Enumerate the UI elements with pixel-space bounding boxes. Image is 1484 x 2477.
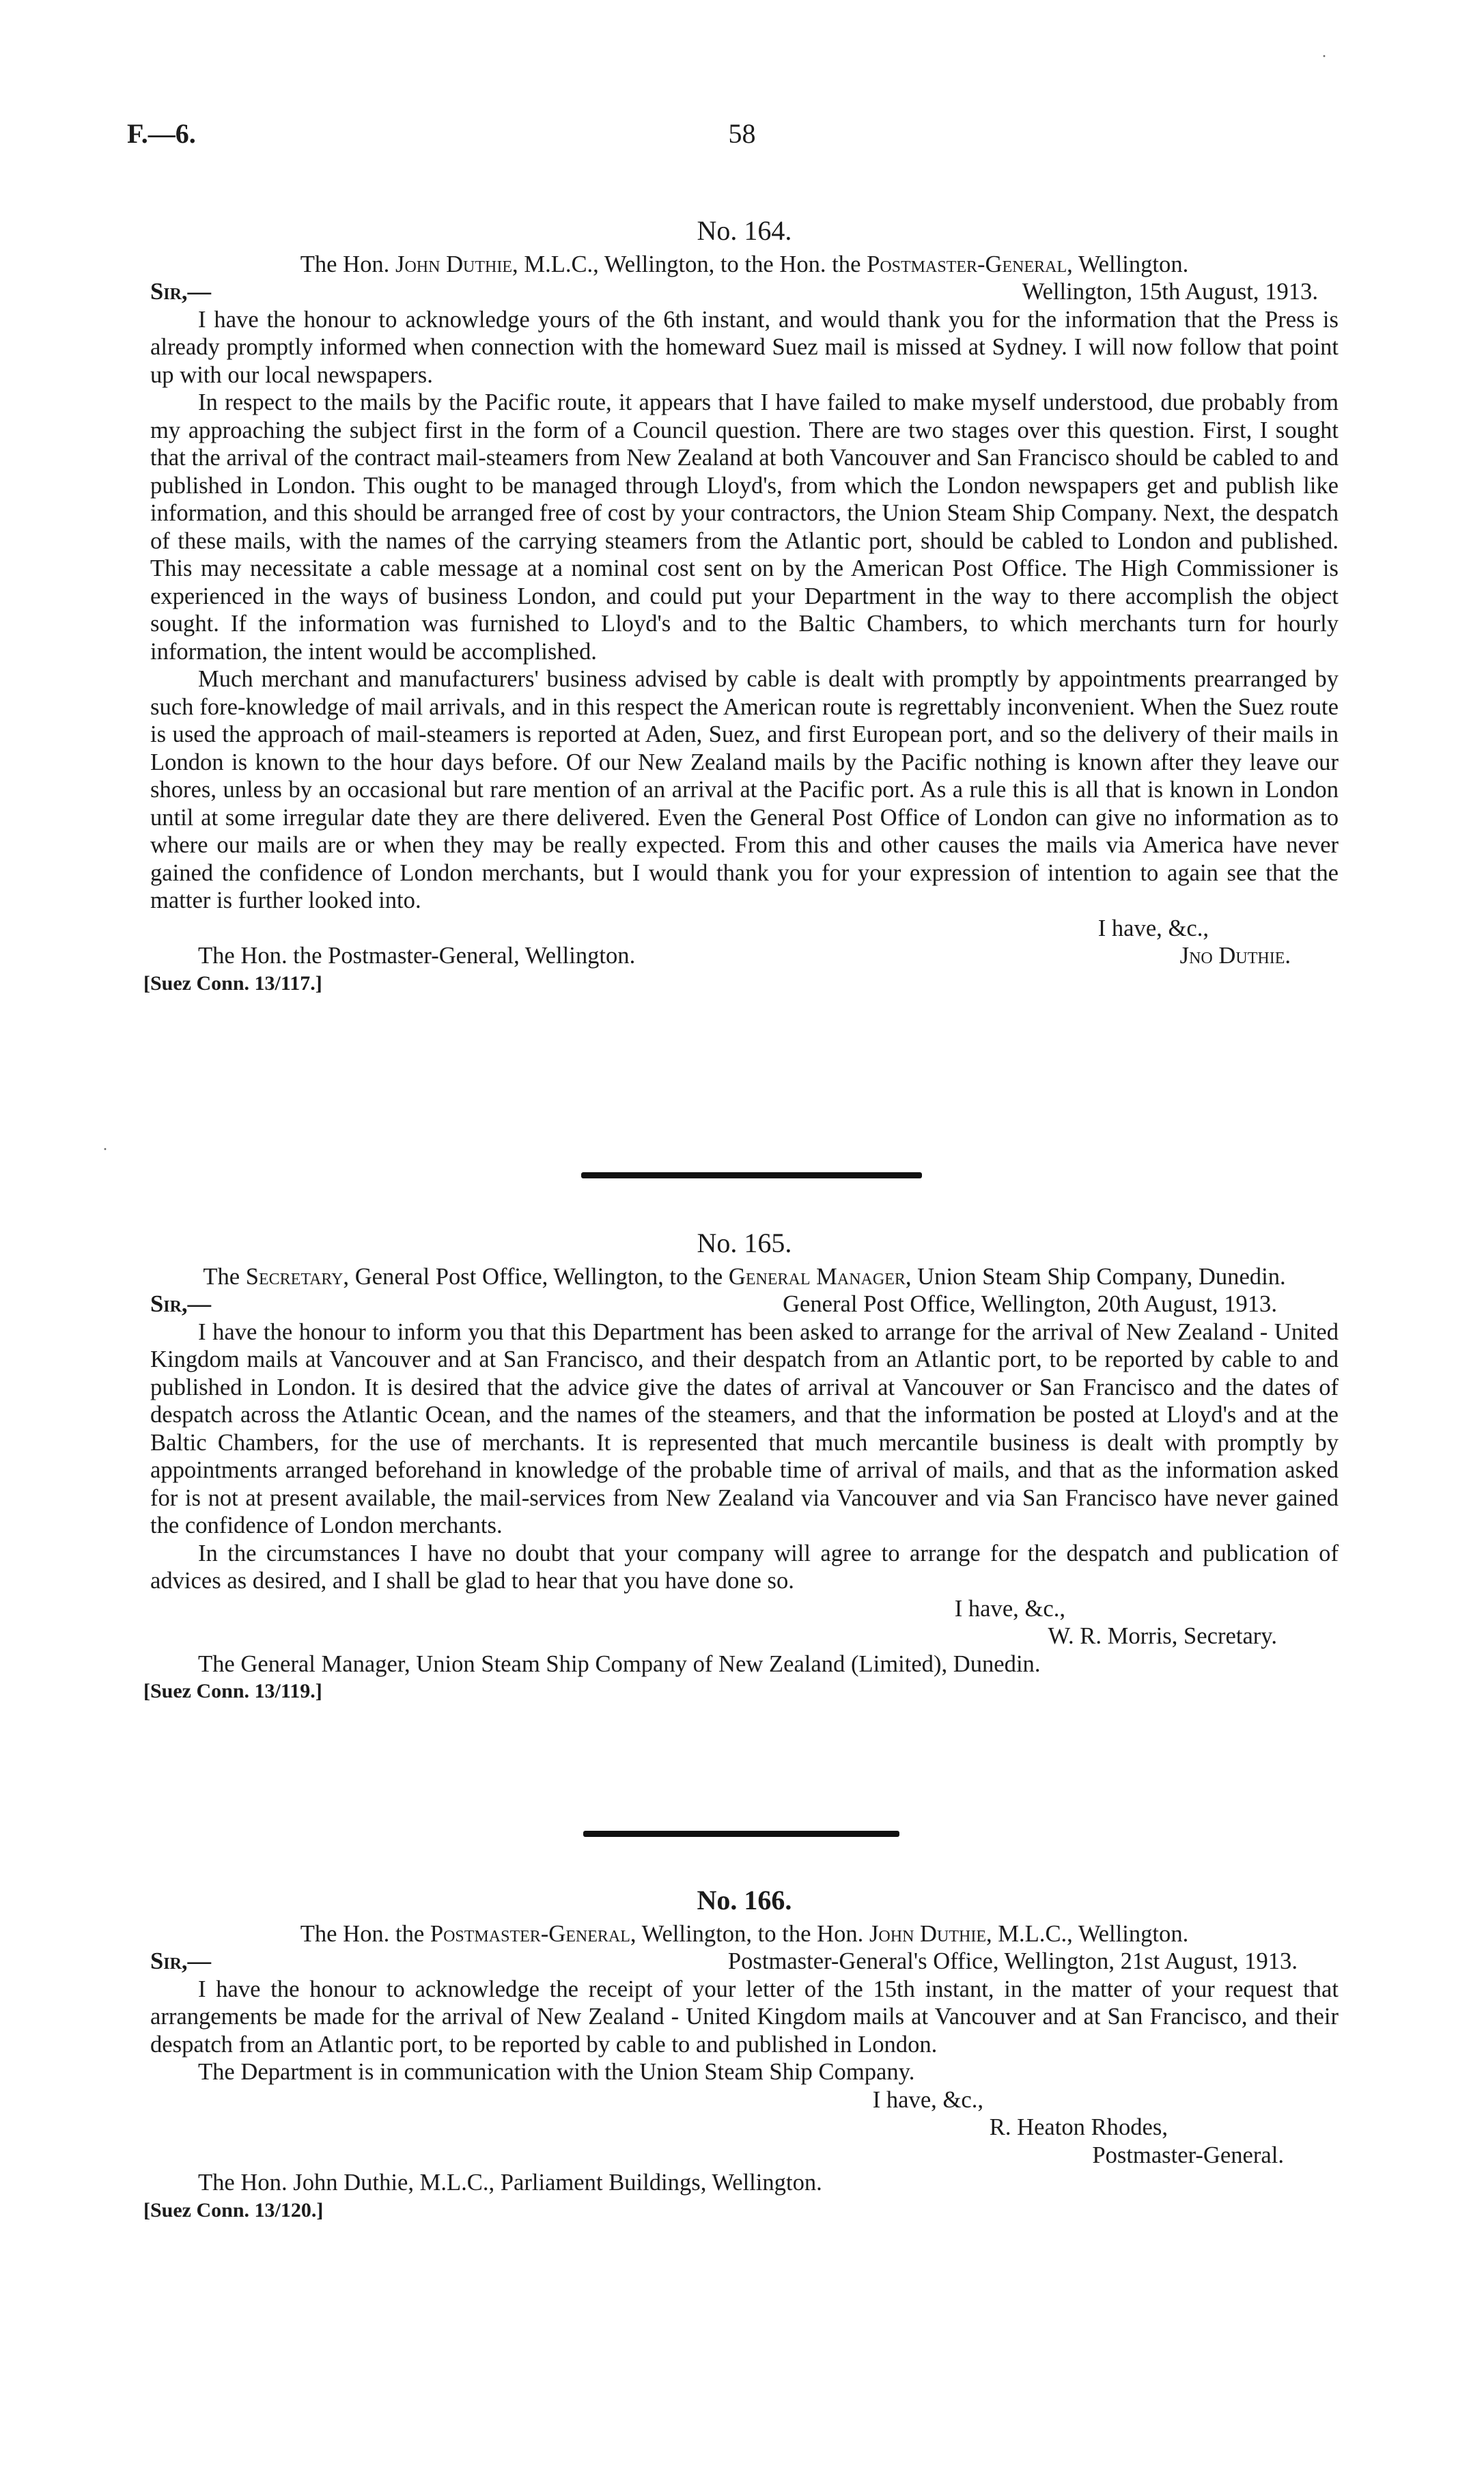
scan-speck: · <box>102 1141 108 1159</box>
section-divider <box>581 1172 922 1178</box>
letter-164 <box>143 215 1339 997</box>
paragraph: In respect to the mails by the Pacific route, it appears that I have failed to make myself understood, due probably from my approaching the subject first in the form of a Council question. There are two stages over this question. First, I sought that the arrival of the contract mail-steamers from New Zealand at both Vancouver and San Francisco should be cabled to and published in London. This ought to be managed through Lloyd's, from which the London newspapers get and publish like information, and this should be arranged free of cost by your contractors, the Union Steam Ship Company. Next, the despatch of these mails, with the names of the carrying steamers from the Atlantic port, should be cabled to London and published. This may necessitate a cable message at a nominal cost sent on by the American Post Office. The High Commissioner is experienced in the ways of business London, and could put your Department in the way to there accomplish the object sought. If the information was furnished to Lloyd's and to the Baltic Chambers, to which merchants turn for hourly information, the intent would be accomplished. <box>150 389 1339 665</box>
recipient: The Hon. the Postmaster-General, Wellington. <box>198 943 636 969</box>
paragraph: In the circumstances I have no doubt that your company will agree to arrange for the despatch and publication of advices as desired, and I shall be glad to hear that you have done so. <box>150 1540 1339 1594</box>
paragraph: Much merchant and manufacturers' business advised by cable is dealt with promptly by appointments prearranged by such fore-knowledge of mail arrivals, and in this respect the American route is regrettably inconvenient. When the Suez route is used the approach of mail-steamers is reported at Aden, Suez, and first European port, and so the delivery of their mails in London is known to the hour days before. Of our New Zealand mails by the Pacific nothing is known after they leave our shores, unless by an occasional but rare mention of an arrival at the Pacific port. As a rule this is all that is known in London until at some irregular date they are there delivered. Even the General Post Office of London can give no information as to where our mails are or when they may be really expected. From this and other causes the mails via America have never gained the confidence of London merchants, but I would thank you for your expression of intention to again see that the matter is further looked into. <box>150 666 1339 913</box>
closing: I have, &c., <box>872 2086 983 2113</box>
letter-address: The Secretary, General Post Office, Wellington, to the General Manager, Union Steam Ship Company, Dunedin. <box>203 1263 1286 1290</box>
section-divider <box>583 1831 899 1837</box>
recipient: The Hon. John Duthie, M.L.C., Parliament Buildings, Wellington. <box>198 2170 822 2196</box>
signature: Jno Duthie. <box>1179 943 1291 969</box>
closing: I have, &c., <box>954 1595 1065 1622</box>
signature-title: Postmaster-General. <box>1092 2142 1284 2168</box>
salutation-row <box>150 1948 1339 1976</box>
salutation: Sir,— <box>150 279 212 305</box>
dateline: General Post Office, Wellington, 20th August, 1913. <box>783 1291 1277 1317</box>
letter-number: No. 165. <box>697 1228 792 1258</box>
scan-speck: · <box>1321 48 1327 66</box>
letter-number: No. 166. <box>697 1885 792 1915</box>
signature: R. Heaton Rhodes, <box>989 2114 1168 2140</box>
file-reference: [Suez Conn. 13/120.] <box>143 2198 324 2222</box>
paragraph: I have the honour to acknowledge the receipt of your letter of the 15th instant, in the matter of your request that arrangements be made for the arrival of New Zealand - United Kingdom mails at Vancouver and at San Francisco, and their despatch from an Atlantic port, to be reported by cable to and published in London. <box>150 1976 1339 2058</box>
paragraph: I have the honour to acknowledge yours of the 6th instant, and would thank you for the information that the Press is already promptly informed when connection with the homeward Suez mail is missed at Sydney. I will now follow that point up with our local newspapers. <box>150 306 1339 388</box>
signature: W. R. Morris, Secretary. <box>1048 1623 1277 1649</box>
letter-address: The Hon. the Postmaster-General, Wellington, to the Hon. John Duthie, M.L.C., Wellington. <box>300 1920 1189 1947</box>
letter-165 <box>143 1228 1339 1706</box>
page-number: 58 <box>728 118 756 149</box>
recipient: The General Manager, Union Steam Ship Company of New Zealand (Limited), Dunedin. <box>198 1650 1041 1677</box>
paragraph: I have the honour to inform you that this Department has been asked to arrange for the arrival of New Zealand - United Kingdom mails at Vancouver and at San Francisco, and their despatch from an Atlantic port, to be reported by cable to and published in London. It is desired that the advice give the dates of arrival at Vancouver or San Francisco and the dates of despatch across the Atlantic Ocean, and the names of the steamers, and that the information be posted at Lloyd's and at the Baltic Chambers, for the use of merchants. It is represented that much mercantile business is dealt with promptly by appointments arranged beforehand in knowledge of the probable time of arrival of mails, and that as the information asked for is not at present available, the mail-services from New Zealand via Vancouver and via San Francisco have never gained the confidence of London merchants. <box>150 1318 1339 1538</box>
salutation-row <box>150 1290 1339 1318</box>
file-reference: [Suez Conn. 13/119.] <box>143 1680 322 1702</box>
file-reference: [Suez Conn. 13/117.] <box>143 971 322 995</box>
dateline: Postmaster-General's Office, Wellington, 21st August, 1913. <box>727 1948 1298 1974</box>
salutation: Sir,— <box>150 1291 212 1317</box>
letter-166 <box>143 1885 1339 2224</box>
letter-number: No. 164. <box>697 215 792 246</box>
salutation-row <box>150 278 1339 306</box>
page-reference: F.—6. <box>127 118 196 149</box>
letter-address: The Hon. John Duthie, M.L.C., Wellington, to the Hon. the Postmaster-General, Wellington. <box>300 251 1189 277</box>
paragraph: The Department is in communication with the Union Steam Ship Company. <box>198 2059 915 2085</box>
dateline: Wellington, 15th August, 1913. <box>1022 279 1318 305</box>
recipient-signature-row <box>150 942 1339 970</box>
closing: I have, &c., <box>1097 915 1209 941</box>
salutation: Sir,— <box>150 1948 212 1974</box>
